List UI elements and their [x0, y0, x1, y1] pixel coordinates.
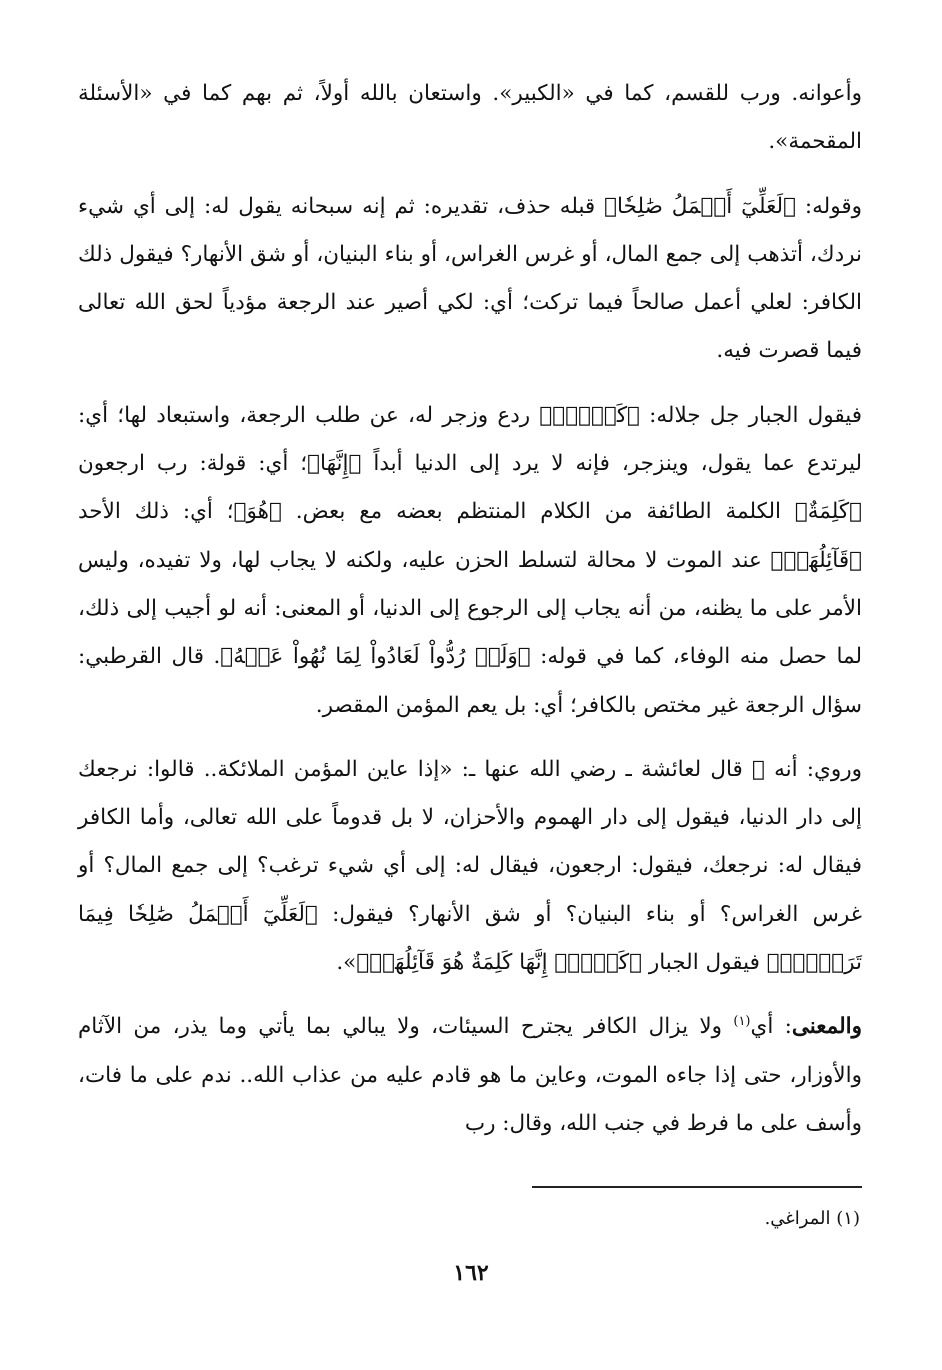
- paragraph-4: [78, 746, 862, 987]
- paragraph-1-text: وأعوانه. ورب للقسم، كما في «الكبير». واستعان بالله أولاً، ثم بهم كما في «الأسئلة المقحمة».: [78, 81, 862, 155]
- paragraph-5-lead: والمعنى: [791, 1014, 862, 1040]
- page-number: ١٦٢: [453, 1260, 489, 1286]
- paragraph-1: [78, 70, 862, 167]
- paragraph-5: [78, 1003, 862, 1148]
- footnote-divider: [532, 1186, 862, 1188]
- paragraph-5-text: : أي: [750, 1014, 792, 1040]
- footnote: (١) المراغي.: [764, 1208, 860, 1229]
- paragraph-2-text: وقوله: ﴿لَعَلِّيٓ أَعۡمَلُ صَٰلِحٗا﴾ قبله حذف، تقديره: ثم إنه سبحانه يقول له: إلى أي شيء نردك، أتذهب إلى جمع المال، أو غرس الغراس، أو بناء البنيان، أو شق الأنهار؟ فيقول ذلك الكافر: لعلي أعمل صالحاً فيما تركت؛ أي: لكي أصير عند الرجعة مؤدياً لحق الله تعالى فيما قصرت فيه.: [78, 193, 862, 364]
- paragraph-2: [78, 183, 862, 376]
- paragraph-3-text: فيقول الجبار جل جلاله: ﴿كَلَّآۚ﴾ ردع وزجر له، عن طلب الرجعة، واستبعاد لها؛ أي: ليرتدع عما يقول، وينزجر، فإنه لا يرد إلى الدنيا أبداً ﴿إِنَّهَا﴾؛ أي: قولة: رب ارجعون ﴿كَلِمَةٌ﴾ الكلمة الطائفة من الكلام المنتظم بعضه مع بعض. ﴿هُوَ﴾؛ أي: ذلك الأحد ﴿قَآئِلُهَاۖ﴾ عند الموت لا محالة لتسلط الحزن عليه، ولكنه لا يجاب لها، ولا تفيده، وليس الأمر على ما يظنه، من أنه يجاب إلى الرجوع إلى الدنيا، أو المعنى: أنه لو أجيب إلى ذلك، لما حصل منه الوفاء، كما في قوله: ﴿وَلَوۡ رُدُّواْ لَعَادُواْ لِمَا نُهُواْ عَنۡهُ﴾. قال القرطبي: سؤال الرجعة غير مختص بالكافر؛ أي: بل يعم المؤمن المقصر.: [78, 402, 862, 718]
- paragraph-5-text-continued: ولا يزال الكافر يجترح السيئات، ولا يبالي بما يأتي وما يذر، من الآثام والأوزار، حتى إذا جاءه الموت، وعاين ما هو قادم عليه من عذاب الله.. ندم على ما فات، وأسف على ما فرط في جنب الله، وقال: رب: [78, 1014, 862, 1136]
- footnote-reference: (١): [733, 1014, 751, 1030]
- paragraph-4-text: وروي: أنه ﷺ قال لعائشة ـ رضي الله عنها ـ: «إذا عاين المؤمن الملائكة.. قالوا: نرجعك إلى دار الدنيا، فيقول إلى دار الهموم والأحزان، لا بل قدوماً على الله تعالى، وأما الكافر فيقال له: نرجعك، فيقول: ارجعون، فيقال له: إلى أي شيء ترغب؟ إلى جمع المال؟ أو غرس الغراس؟ أو بناء البنيان؟ أو شق الأنهار؟ فيقول: ﴿لَعَلِّيٓ أَعۡمَلُ صَٰلِحٗا فِيمَا تَرَكۡتُۚ﴾ فيقول الجبار ﴿كَلَّآۚ إِنَّهَا كَلِمَةٌ هُوَ قَآئِلُهَاۖ﴾».: [78, 756, 862, 976]
- main-text: [78, 70, 862, 1164]
- paragraph-3: [78, 392, 862, 730]
